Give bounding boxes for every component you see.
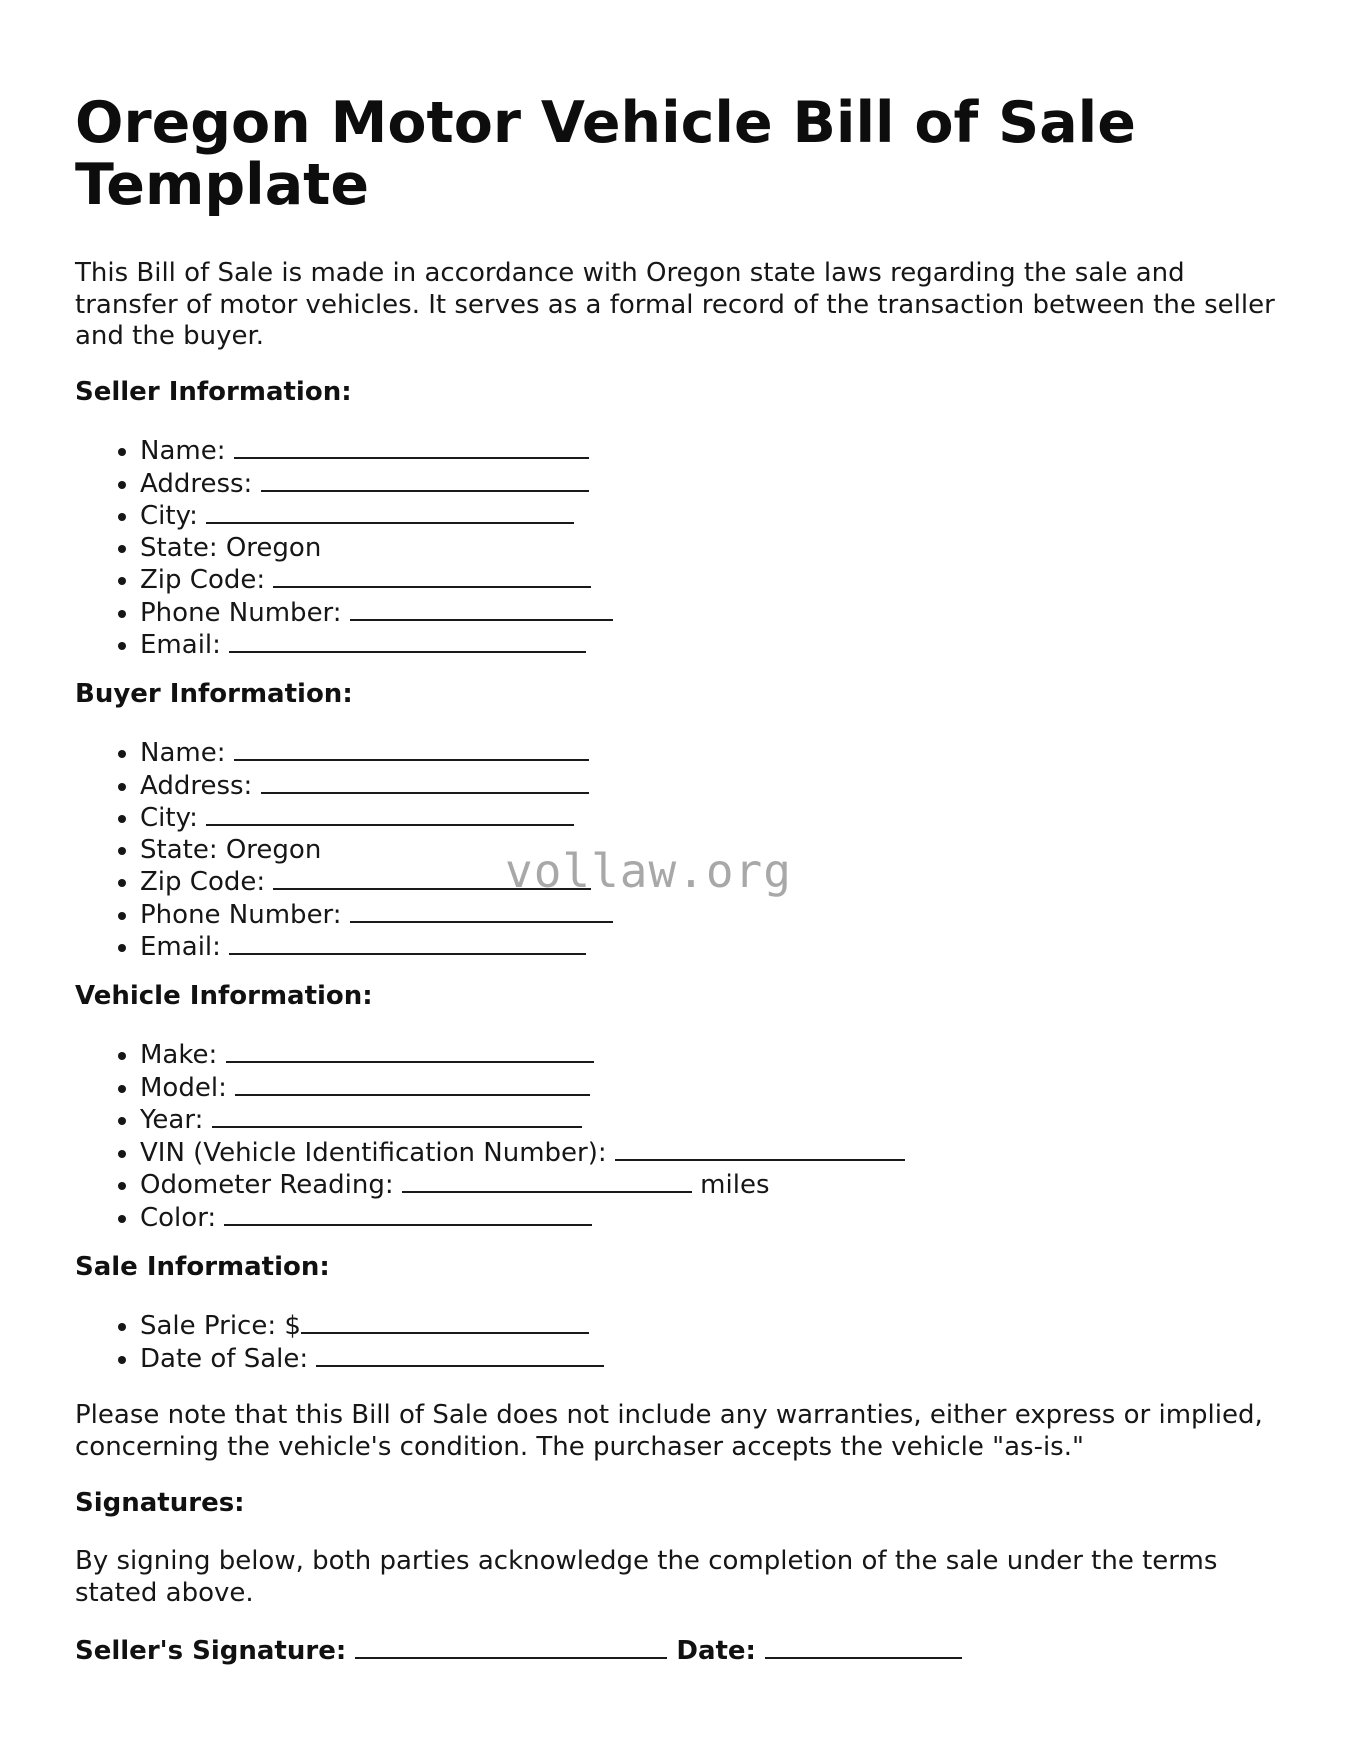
seller-name-blank[interactable] <box>234 435 589 459</box>
vehicle-fields <box>112 1039 905 1234</box>
seller-zip-blank[interactable] <box>273 564 591 588</box>
signatures-heading: Signatures: <box>75 1488 245 1518</box>
vehicle-vin-field: • VIN (Vehicle Identification Number): <box>140 1137 905 1170</box>
seller-city-field: • City: <box>140 500 613 533</box>
sale-date-field: • Date of Sale: <box>140 1343 604 1376</box>
signatures-paragraph: By signing below, both parties acknowledge the completion of the sale under the terms stated above. <box>75 1546 1218 1608</box>
seller-signature-blank[interactable] <box>355 1635 667 1659</box>
buyer-name-blank[interactable] <box>234 737 589 761</box>
seller-city-blank[interactable] <box>206 500 574 524</box>
signature-date-label: Date: <box>676 1636 756 1666</box>
vehicle-model-field: • Model: <box>140 1072 905 1105</box>
seller-phone-blank[interactable] <box>350 597 613 621</box>
sale-date-blank[interactable] <box>316 1343 604 1367</box>
sale-heading: Sale Information: <box>75 1252 330 1282</box>
buyer-email-blank[interactable] <box>229 931 586 955</box>
sale-price-blank[interactable] <box>301 1310 589 1334</box>
vehicle-color-field: • Color: <box>140 1202 905 1235</box>
sale-fields <box>112 1310 604 1375</box>
buyer-email-field: • Email: <box>140 931 613 964</box>
seller-phone-field: • Phone Number: <box>140 597 613 630</box>
seller-heading: Seller Information: <box>75 377 352 407</box>
buyer-city-blank[interactable] <box>206 802 574 826</box>
intro-paragraph: This Bill of Sale is made in accordance with Oregon state laws regarding the sale and transfer of motor vehicles. It serves as a formal record of the transaction between the seller and the buyer. <box>75 258 1275 351</box>
vehicle-make-blank[interactable] <box>226 1039 594 1063</box>
seller-signature-line <box>75 1635 962 1668</box>
seller-email-blank[interactable] <box>229 629 586 653</box>
buyer-phone-field: • Phone Number: <box>140 899 613 932</box>
buyer-name-field: • Name: <box>140 737 613 770</box>
vehicle-vin-blank[interactable] <box>615 1137 905 1161</box>
buyer-zip-field: • Zip Code: <box>140 866 613 899</box>
sale-price-field: • Sale Price: $ <box>140 1310 604 1343</box>
watermark-text: vollaw.org <box>505 844 792 898</box>
buyer-phone-blank[interactable] <box>350 899 613 923</box>
seller-fields <box>112 435 613 662</box>
vehicle-model-blank[interactable] <box>235 1072 590 1096</box>
vehicle-color-blank[interactable] <box>224 1202 592 1226</box>
vehicle-heading: Vehicle Information: <box>75 981 373 1011</box>
buyer-city-field: • City: <box>140 802 613 835</box>
seller-address-field: • Address: <box>140 468 613 501</box>
seller-zip-field: • Zip Code: <box>140 564 613 597</box>
buyer-address-blank[interactable] <box>261 770 589 794</box>
seller-signature-label: Seller's Signature: <box>75 1636 347 1666</box>
vehicle-odometer-blank[interactable] <box>402 1169 692 1193</box>
buyer-state-field: • State: Oregon <box>140 835 613 867</box>
seller-name-field: • Name: <box>140 435 613 468</box>
vehicle-year-blank[interactable] <box>212 1104 582 1128</box>
document-title: Oregon Motor Vehicle Bill of Sale Template <box>75 90 1136 218</box>
seller-email-field: • Email: <box>140 629 613 662</box>
vehicle-year-field: • Year: <box>140 1104 905 1137</box>
buyer-address-field: • Address: <box>140 770 613 803</box>
seller-address-blank[interactable] <box>261 468 589 492</box>
disclaimer-paragraph: Please note that this Bill of Sale does not include any warranties, either express or implied, concerning the vehicle's condition. The purchaser accepts the vehicle "as-is." <box>75 1400 1263 1462</box>
signature-date-blank[interactable] <box>765 1635 962 1659</box>
vehicle-odometer-field: • Odometer Reading: miles <box>140 1169 905 1202</box>
seller-state-field: • State: Oregon <box>140 533 613 565</box>
buyer-heading: Buyer Information: <box>75 679 353 709</box>
vehicle-make-field: • Make: <box>140 1039 905 1072</box>
